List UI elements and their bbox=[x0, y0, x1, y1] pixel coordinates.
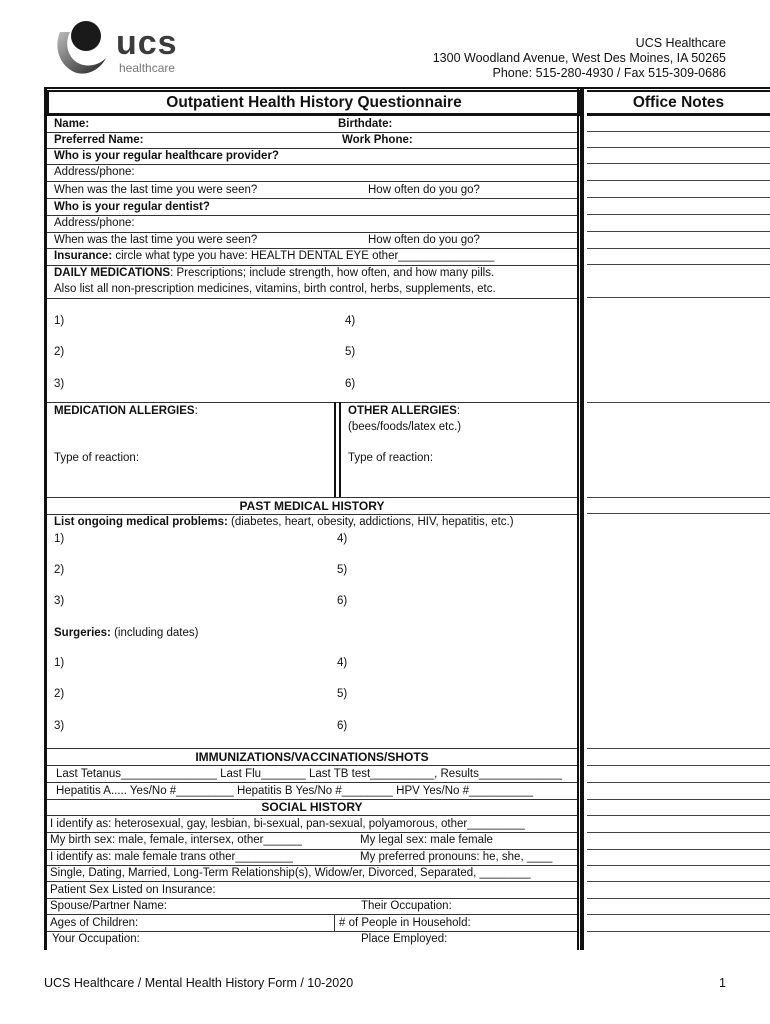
office-line bbox=[587, 248, 770, 249]
daily-meds-row bbox=[54, 265, 494, 281]
surgery-5: 5) bbox=[337, 688, 348, 700]
row-rule bbox=[47, 298, 577, 299]
social-partner-name: Spouse/Partner Name: bbox=[50, 900, 167, 912]
office-line bbox=[587, 497, 770, 498]
social-household: # of People in Household: bbox=[339, 917, 471, 929]
social-birth-sex: My birth sex: male, female, intersex, other______ bbox=[50, 834, 302, 846]
office-line bbox=[587, 131, 770, 132]
office-line bbox=[587, 214, 770, 215]
office-line bbox=[587, 231, 770, 232]
daily-meds-label: DAILY MEDICATIONS bbox=[54, 267, 171, 279]
office-line bbox=[587, 815, 770, 816]
social-relationship: Single, Dating, Married, Long-Term Relationship(s), Widow/er, Divorced, Separated, ________ bbox=[50, 867, 531, 879]
office-notes-frame bbox=[580, 87, 770, 950]
office-line bbox=[587, 881, 770, 882]
dentist-question: Who is your regular dentist? bbox=[54, 201, 210, 213]
social-place-employed: Place Employed: bbox=[361, 933, 448, 945]
surgery-3: 3) bbox=[54, 720, 65, 732]
problem-6: 6) bbox=[337, 595, 348, 607]
other-allergies-row: OTHER ALLERGIES: bbox=[348, 405, 461, 417]
office-line bbox=[587, 782, 770, 783]
surgery-2: 2) bbox=[54, 688, 65, 700]
birthdate-label: Birthdate: bbox=[338, 118, 393, 130]
preferred-name-label: Preferred Name: bbox=[54, 134, 144, 146]
office-line bbox=[587, 931, 770, 932]
office-line bbox=[587, 898, 770, 899]
office-line bbox=[587, 865, 770, 866]
office-line bbox=[587, 513, 770, 514]
allergy-divider bbox=[339, 402, 341, 497]
insurance-text: circle what type you have: HEALTH DENTAL EYE other_______________ bbox=[112, 250, 495, 262]
surgeries-label: Surgeries: bbox=[54, 627, 111, 639]
ucs-logo-mark bbox=[52, 18, 110, 76]
surgery-4: 4) bbox=[337, 657, 348, 669]
provider-how-often-label: How often do you go? bbox=[368, 184, 480, 196]
footer-text: UCS Healthcare / Mental Health History Form / 10-2020 bbox=[44, 976, 354, 990]
med-allergy-reaction-label: Type of reaction: bbox=[54, 452, 140, 464]
social-insurance-sex: Patient Sex Listed on Insurance: bbox=[50, 884, 216, 896]
page-number: 1 bbox=[719, 976, 726, 990]
office-line bbox=[587, 765, 770, 766]
office-line bbox=[587, 832, 770, 833]
dentist-how-often-label: How often do you go? bbox=[368, 234, 480, 246]
social-your-occupation: Your Occupation: bbox=[52, 933, 140, 945]
allergy-divider bbox=[334, 402, 336, 497]
problem-5: 5) bbox=[337, 564, 348, 576]
med-4: 4) bbox=[345, 315, 356, 327]
name-label: Name: bbox=[54, 118, 90, 130]
surgery-1: 1) bbox=[54, 657, 65, 669]
logo-wordmark: ucs bbox=[116, 24, 178, 62]
org-address: 1300 Woodland Avenue, West Des Moines, IA 50265 bbox=[432, 51, 726, 65]
insurance-row bbox=[54, 248, 494, 264]
provider-question: Who is your regular healthcare provider? bbox=[54, 150, 279, 162]
social-partner-occupation: Their Occupation: bbox=[361, 900, 452, 912]
dentist-last-seen-label: When was the last time you were seen? bbox=[54, 234, 258, 246]
med-allergies-label: MEDICATION ALLERGIES bbox=[54, 405, 195, 417]
office-line bbox=[587, 402, 770, 403]
household-divider bbox=[334, 914, 335, 931]
surgeries-text: (including dates) bbox=[110, 627, 199, 639]
social-gender-identity: I identify as: male female trans other_________ bbox=[50, 851, 293, 863]
office-line bbox=[587, 264, 770, 265]
problem-1: 1) bbox=[54, 533, 65, 545]
immunizations-line-1: Last Tetanus_______________ Last Flu_______ Last TB test__________, Results_____________ bbox=[56, 768, 562, 780]
problem-3: 3) bbox=[54, 595, 65, 607]
office-line bbox=[587, 197, 770, 198]
office-line bbox=[587, 748, 770, 749]
immunizations-line-2: Hepatitis A..... Yes/No #_________ Hepatitis B Yes/No #________ HPV Yes/No #__________ bbox=[56, 785, 533, 797]
logo-subtitle: healthcare bbox=[119, 61, 176, 75]
office-line bbox=[587, 799, 770, 800]
office-line bbox=[587, 163, 770, 164]
problem-4: 4) bbox=[337, 533, 348, 545]
ongoing-text: (diabetes, heart, obesity, addictions, HIV, hepatitis, etc.) bbox=[227, 516, 514, 528]
med-1: 1) bbox=[54, 315, 65, 327]
work-phone-label: Work Phone: bbox=[342, 134, 413, 146]
ongoing-problems-row bbox=[54, 514, 514, 530]
office-line bbox=[587, 914, 770, 915]
med-6: 6) bbox=[345, 378, 356, 390]
dentist-address-label: Address/phone: bbox=[54, 217, 135, 229]
med-2: 2) bbox=[54, 346, 65, 358]
office-line bbox=[587, 147, 770, 148]
office-line bbox=[587, 849, 770, 850]
daily-meds-text: : Prescriptions; include strength, how often, and how many pills. bbox=[170, 267, 495, 279]
other-allergies-sub: (bees/foods/latex etc.) bbox=[348, 421, 462, 433]
office-line bbox=[587, 180, 770, 181]
office-line bbox=[587, 297, 770, 298]
social-legal-sex: My legal sex: male female bbox=[360, 834, 493, 846]
provider-address-label: Address/phone: bbox=[54, 166, 135, 178]
social-pronouns: My preferred pronouns: he, she, ____ bbox=[360, 851, 553, 863]
form-title: Outpatient Health History Questionnaire bbox=[47, 90, 581, 116]
surgery-6: 6) bbox=[337, 720, 348, 732]
med-3: 3) bbox=[54, 378, 65, 390]
provider-last-seen-label: When was the last time you were seen? bbox=[54, 184, 258, 196]
med-5: 5) bbox=[345, 346, 356, 358]
ongoing-label: List ongoing medical problems: bbox=[54, 516, 228, 528]
insurance-label: Insurance: bbox=[54, 250, 113, 262]
org-name: UCS Healthcare bbox=[635, 36, 726, 50]
social-children-ages: Ages of Children: bbox=[50, 917, 139, 929]
daily-meds-text-2: Also list all non-prescription medicines, vitamins, birth control, herbs, supplements, etc. bbox=[54, 283, 496, 295]
past-medical-history-title: PAST MEDICAL HISTORY bbox=[239, 499, 385, 513]
other-allergies-label: OTHER ALLERGIES bbox=[348, 405, 457, 417]
org-phone: Phone: 515-280-4930 / Fax 515-309-0686 bbox=[492, 66, 726, 80]
med-allergies-row: MEDICATION ALLERGIES: bbox=[54, 405, 198, 417]
problem-2: 2) bbox=[54, 564, 65, 576]
social-orientation: I identify as: heterosexual, gay, lesbian, bi-sexual, pan-sexual, polyamorous, other_________ bbox=[50, 818, 525, 830]
office-notes-title: Office Notes bbox=[587, 90, 770, 116]
column-divider bbox=[577, 87, 579, 950]
social-history-title: SOCIAL HISTORY bbox=[261, 800, 363, 814]
other-allergy-reaction-label: Type of reaction: bbox=[348, 452, 434, 464]
top-rule bbox=[44, 87, 770, 89]
surgeries-row bbox=[54, 625, 198, 641]
immunizations-title: IMMUNIZATIONS/VACCINATIONS/SHOTS bbox=[195, 750, 429, 764]
